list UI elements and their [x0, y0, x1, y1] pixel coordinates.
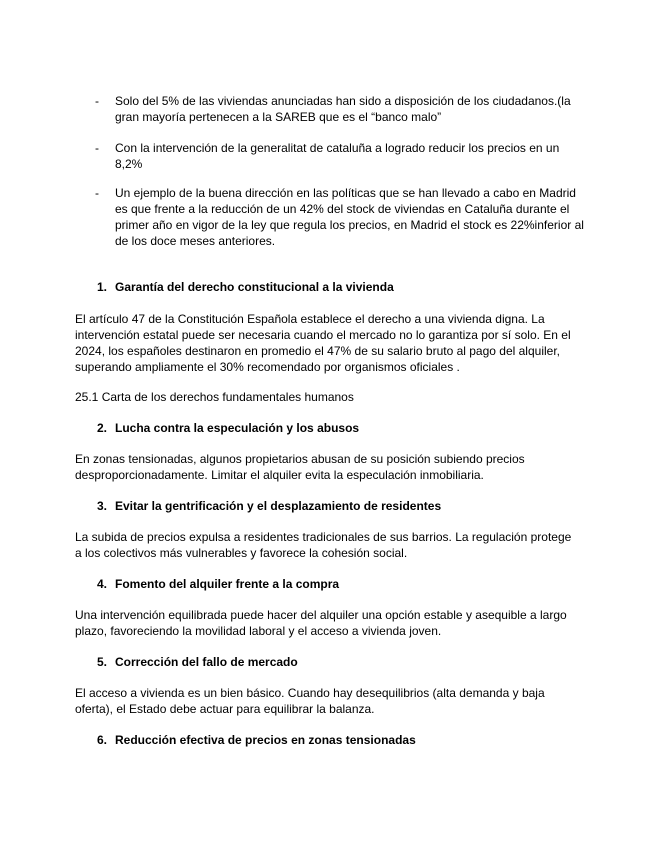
bullet-text: Un ejemplo de la buena dirección en las políticas que se han llevado a cabo en Madrid es que frente a la reducción de un 42% del stock de viviendas en Cataluña durante el primer año en vigor de la ley que regula los precios, en Madrid el stock es 22%inferior al de los doce meses anteriores.	[115, 186, 584, 248]
section-heading-1	[97, 279, 394, 295]
paragraph	[75, 529, 580, 561]
paragraph	[75, 685, 580, 717]
bullet-text: Solo del 5% de las viviendas anunciadas han sido a disposición de los ciudadanos.(la gran mayoría pertenecen a la SAREB que es el “banco malo”	[115, 94, 571, 124]
bullet-marker: -	[95, 141, 99, 155]
section-title: Reducción efectiva de precios en zonas tensionadas	[115, 733, 416, 747]
paragraph	[75, 451, 580, 483]
section-number: 2.	[97, 421, 108, 435]
section-heading-5	[97, 654, 298, 670]
section-heading-3	[97, 498, 441, 514]
section-title: Lucha contra la especulación y los abusos	[115, 421, 360, 435]
bullet-item	[95, 185, 585, 249]
section-number: 6.	[97, 733, 108, 747]
section-title: Evitar la gentrificación y el desplazamiento de residentes	[115, 499, 442, 513]
paragraph-text: Una intervención equilibrada puede hacer del alquiler una opción estable y asequible a largo plazo, favoreciendo la movilidad laboral y el acceso a vivienda joven.	[75, 608, 567, 638]
reference-note-text: 25.1 Carta de los derechos fundamentales humanos	[75, 390, 354, 404]
bullet-marker: -	[95, 186, 99, 200]
section-title: Garantía del derecho constitucional a la vivienda	[115, 280, 394, 294]
bullet-item	[95, 93, 585, 125]
section-title: Fomento del alquiler frente a la compra	[115, 577, 340, 591]
paragraph-text: En zonas tensionadas, algunos propietarios abusan de su posición subiendo precios desproporcionadamente. Limitar el alquiler evita la especulación inmobiliaria.	[75, 452, 525, 482]
paragraph-text: El acceso a vivienda es un bien básico. Cuando hay desequilibrios (alta demanda y baja oferta), el Estado debe actuar para equilibrar la balanza.	[75, 686, 545, 716]
bullet-text: Con la intervención de la generalitat de cataluña a logrado reducir los precios en un 8,2%	[115, 141, 560, 171]
section-number: 1.	[97, 280, 108, 294]
section-heading-2	[97, 420, 359, 436]
bullet-item	[95, 140, 585, 172]
section-title: Corrección del fallo de mercado	[115, 655, 298, 669]
section-heading-4	[97, 576, 339, 592]
section-number: 4.	[97, 577, 108, 591]
bullet-marker: -	[95, 94, 99, 108]
section-number: 3.	[97, 499, 108, 513]
paragraph-text: La subida de precios expulsa a residentes tradicionales de sus barrios. La regulación protege a los colectivos más vulnerables y favorece la cohesión social.	[75, 530, 572, 560]
paragraph	[75, 607, 580, 639]
reference-note	[75, 389, 580, 405]
section-heading-6	[97, 732, 416, 748]
section-number: 5.	[97, 655, 108, 669]
paragraph-text: El artículo 47 de la Constitución Española establece el derecho a una vivienda digna. La intervención estatal puede ser necesaria cuando el mercado no lo garantiza por sí solo. En el 2024, los españoles destinaron en promedio el 47% de su salario bruto al pago del alquiler, superando ampliamente el 30% recomendado por organismos oficiales .	[75, 312, 571, 374]
paragraph	[75, 311, 580, 375]
